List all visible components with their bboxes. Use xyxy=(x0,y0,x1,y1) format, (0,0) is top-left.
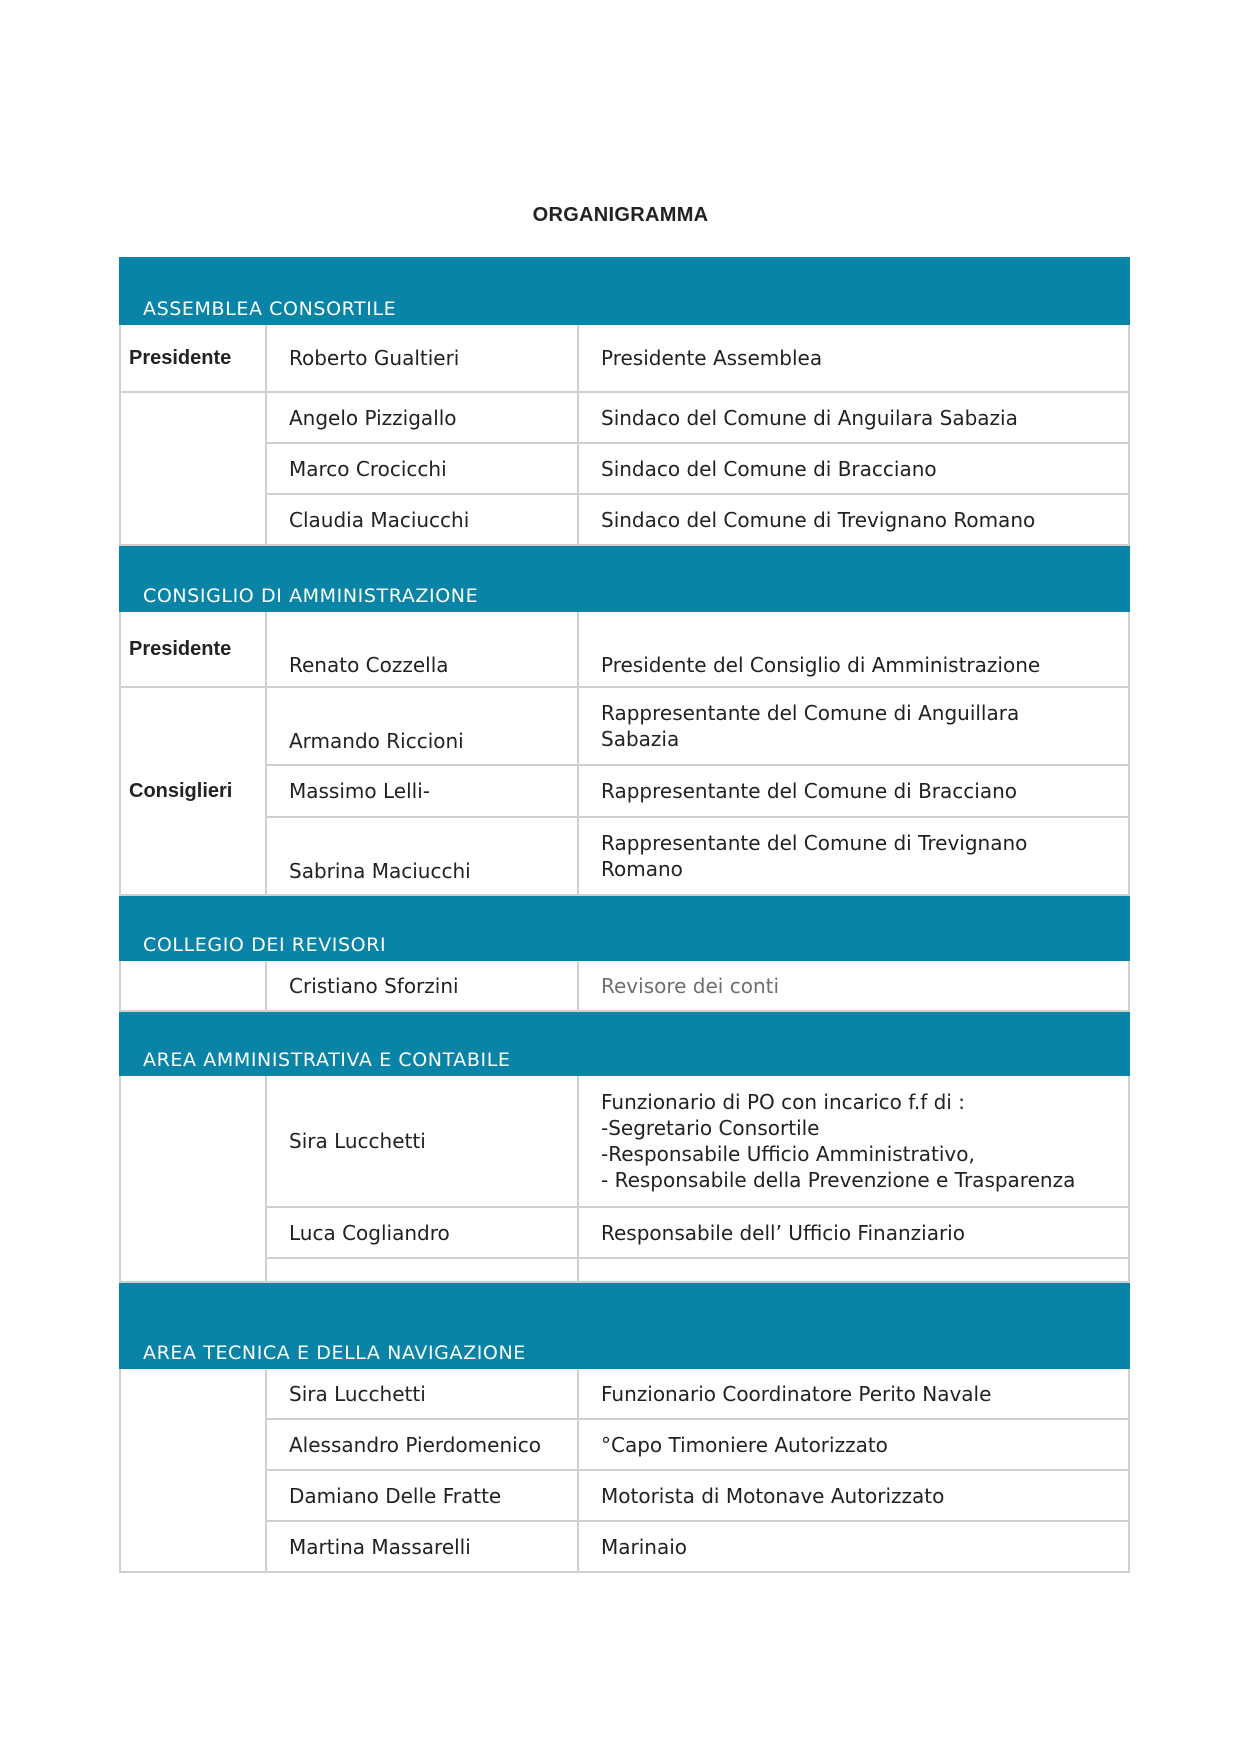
member-name: Luca Cogliandro xyxy=(266,1207,578,1258)
member-role-description xyxy=(578,1075,1129,1207)
table-row xyxy=(120,443,1129,494)
table-row xyxy=(120,324,1129,392)
role-label xyxy=(120,960,266,1011)
member-name: Damiano Delle Fratte xyxy=(266,1470,578,1521)
role-label: Presidente xyxy=(120,611,266,687)
member-name: Renato Cozzella xyxy=(266,611,578,687)
member-role-description: °Capo Timoniere Autorizzato xyxy=(578,1419,1129,1470)
member-role-description: Motorista di Motonave Autorizzato xyxy=(578,1470,1129,1521)
member-name: Sira Lucchetti xyxy=(266,1075,578,1207)
table-row xyxy=(120,392,1129,443)
member-role-description: Sindaco del Comune di Trevignano Romano xyxy=(578,494,1129,545)
member-role-description: Funzionario Coordinatore Perito Navale xyxy=(578,1368,1129,1419)
member-name: Martina Massarelli xyxy=(266,1521,578,1572)
table-row xyxy=(120,960,1129,1011)
table-row xyxy=(120,1470,1129,1521)
role-label: Presidente xyxy=(120,324,266,392)
table-row xyxy=(120,817,1129,895)
member-role-description xyxy=(578,687,1129,765)
member-role-description: Revisore dei conti xyxy=(578,960,1129,1011)
member-name: Roberto Gualtieri xyxy=(266,324,578,392)
member-role-description xyxy=(578,1258,1129,1282)
section-header-row xyxy=(120,1011,1129,1075)
description-line: -Responsabile Ufficio Amministrativo, xyxy=(601,1142,975,1166)
section-header-row xyxy=(120,895,1129,960)
member-role-description: Presidente del Consiglio di Amministrazione xyxy=(578,611,1129,687)
member-role-description xyxy=(578,817,1129,895)
member-role-description: Responsabile dell’ Ufficio Finanziario xyxy=(578,1207,1129,1258)
section-title: CONSIGLIO DI AMMINISTRAZIONE xyxy=(120,545,1129,611)
member-role-description: Marinaio xyxy=(578,1521,1129,1572)
table-row xyxy=(120,1258,1129,1282)
section-header-row xyxy=(120,258,1129,324)
table-row xyxy=(120,1075,1129,1207)
member-role-description: Rappresentante del Comune di Bracciano xyxy=(578,765,1129,817)
role-label xyxy=(120,1075,266,1282)
role-label xyxy=(120,392,266,545)
member-name: Armando Riccioni xyxy=(266,687,578,765)
table-row xyxy=(120,494,1129,545)
description-line: - Responsabile della Prevenzione e Trasparenza xyxy=(601,1168,1076,1192)
description-line: Rappresentante del Comune di Anguillara xyxy=(601,701,1020,725)
description-line: Funzionario di PO con incarico f.f di : xyxy=(601,1090,965,1114)
table-row xyxy=(120,765,1129,817)
role-label: Consiglieri xyxy=(120,687,266,895)
table-row xyxy=(120,611,1129,687)
section-header-row xyxy=(120,545,1129,611)
member-name: Angelo Pizzigallo xyxy=(266,392,578,443)
member-name: Marco Crocicchi xyxy=(266,443,578,494)
description-line: -Segretario Consortile xyxy=(601,1116,820,1140)
member-name: Sabrina Maciucchi xyxy=(266,817,578,895)
member-role-description: Sindaco del Comune di Bracciano xyxy=(578,443,1129,494)
description-line: Romano xyxy=(601,857,683,881)
section-title: AREA TECNICA E DELLA NAVIGAZIONE xyxy=(120,1282,1129,1368)
member-name xyxy=(266,1258,578,1282)
organigram-table xyxy=(119,257,1130,1573)
section-title: ASSEMBLEA CONSORTILE xyxy=(120,258,1129,324)
table-row xyxy=(120,1207,1129,1258)
document-title: ORGANIGRAMMA xyxy=(532,204,709,226)
section-title: COLLEGIO DEI REVISORI xyxy=(120,895,1129,960)
description-line: Rappresentante del Comune di Trevignano xyxy=(601,831,1028,855)
table-row xyxy=(120,1419,1129,1470)
member-name: Alessandro Pierdomenico xyxy=(266,1419,578,1470)
table-row xyxy=(120,687,1129,765)
section-header-row xyxy=(120,1282,1129,1368)
section-title: AREA AMMINISTRATIVA E CONTABILE xyxy=(120,1011,1129,1075)
member-role-description: Presidente Assemblea xyxy=(578,324,1129,392)
member-role-description: Sindaco del Comune di Anguilara Sabazia xyxy=(578,392,1129,443)
member-name: Sira Lucchetti xyxy=(266,1368,578,1419)
member-name: Massimo Lelli- xyxy=(266,765,578,817)
table-row xyxy=(120,1368,1129,1419)
member-name: Cristiano Sforzini xyxy=(266,960,578,1011)
member-name: Claudia Maciucchi xyxy=(266,494,578,545)
role-label xyxy=(120,1368,266,1572)
table-row xyxy=(120,1521,1129,1572)
description-line: Sabazia xyxy=(601,727,680,751)
